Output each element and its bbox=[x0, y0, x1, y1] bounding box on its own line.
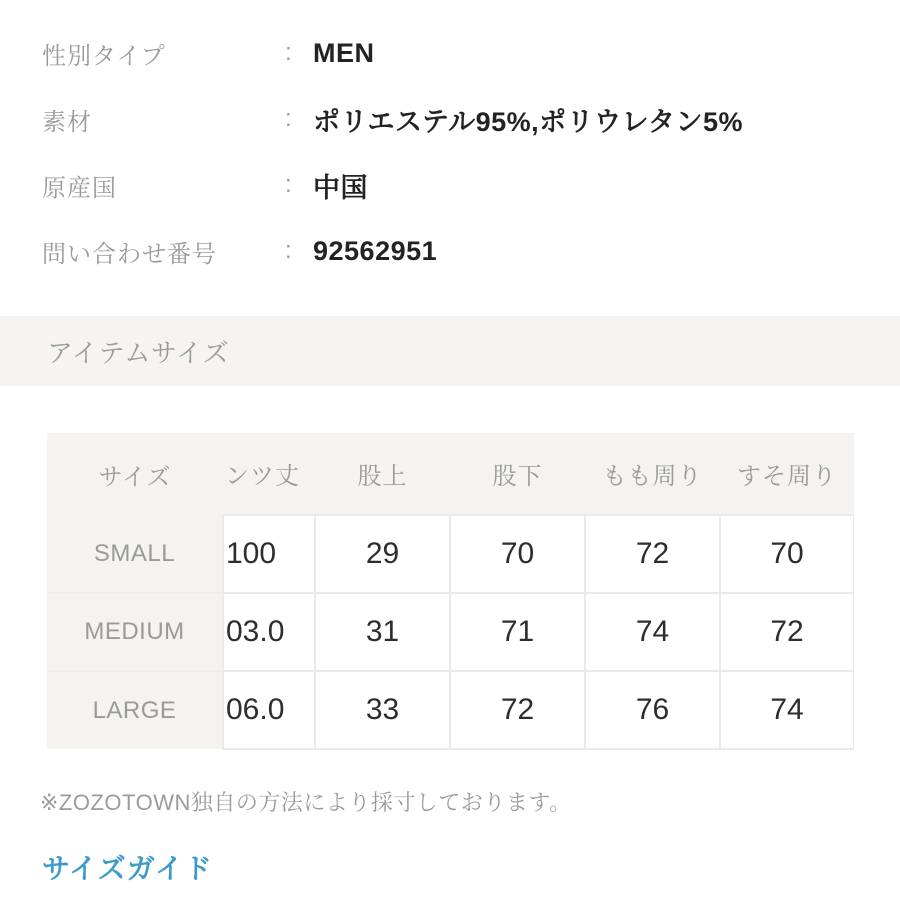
spec-label: 素材 bbox=[42, 108, 92, 136]
size-cell: 72 bbox=[585, 515, 720, 593]
size-cell: 72 bbox=[450, 671, 585, 749]
size-cell: 70 bbox=[450, 515, 585, 593]
size-table-header-row bbox=[47, 433, 854, 515]
column-header-pants-length-clipped: ンツ丈 bbox=[223, 433, 315, 515]
size-row-label: LARGE bbox=[47, 671, 223, 749]
column-header-inseam: 股下 bbox=[450, 433, 585, 515]
size-cell: 100 bbox=[223, 515, 315, 593]
spec-separator: : bbox=[285, 105, 292, 132]
measurement-note: ※ZOZOTOWN独自の方法により採寸しております。 bbox=[40, 790, 572, 815]
size-cell: 06.0 bbox=[223, 671, 315, 749]
spec-value: 中国 bbox=[313, 172, 368, 203]
spec-row-gender bbox=[42, 20, 900, 86]
table-row-small bbox=[47, 515, 854, 593]
column-header-thigh: もも周り bbox=[585, 433, 720, 515]
size-cell: 03.0 bbox=[223, 593, 315, 671]
section-title: アイテムサイズ bbox=[47, 337, 230, 368]
spec-separator: : bbox=[285, 39, 292, 66]
size-cell: 76 bbox=[585, 671, 720, 749]
size-cell: 33 bbox=[315, 671, 450, 749]
size-cell: 72 bbox=[720, 593, 854, 671]
spec-value: ポリエステル95%,ポリウレタン5% bbox=[313, 106, 744, 137]
size-cell: 70 bbox=[720, 515, 854, 593]
column-header-rise: 股上 bbox=[315, 433, 450, 515]
spec-row-inquiry-number bbox=[42, 218, 900, 284]
table-row-large bbox=[47, 671, 854, 749]
spec-label: 問い合わせ番号 bbox=[42, 240, 217, 268]
spec-value: 92562951 bbox=[313, 235, 438, 266]
spec-separator: : bbox=[285, 171, 292, 198]
spec-row-material bbox=[42, 86, 900, 152]
spec-value: MEN bbox=[313, 37, 375, 68]
spec-label: 性別タイプ bbox=[42, 42, 166, 70]
size-cell: 71 bbox=[450, 593, 585, 671]
size-cell: 31 bbox=[315, 593, 450, 671]
size-table-scroll-area[interactable] bbox=[47, 433, 854, 750]
size-table bbox=[47, 433, 854, 750]
size-row-label: MEDIUM bbox=[47, 593, 223, 671]
spec-separator: : bbox=[285, 237, 292, 264]
size-row-label: SMALL bbox=[47, 515, 223, 593]
spec-label: 原産国 bbox=[42, 174, 117, 202]
size-cell: 74 bbox=[720, 671, 854, 749]
table-row-medium bbox=[47, 593, 854, 671]
size-guide-link[interactable]: サイズガイド bbox=[42, 853, 213, 884]
column-header-size: サイズ bbox=[47, 433, 223, 515]
item-size-section-header bbox=[0, 316, 900, 386]
spec-row-origin-country bbox=[42, 152, 900, 218]
column-header-hem: すそ周り bbox=[720, 433, 854, 515]
size-cell: 29 bbox=[315, 515, 450, 593]
product-spec-list bbox=[0, 0, 900, 284]
size-cell: 74 bbox=[585, 593, 720, 671]
